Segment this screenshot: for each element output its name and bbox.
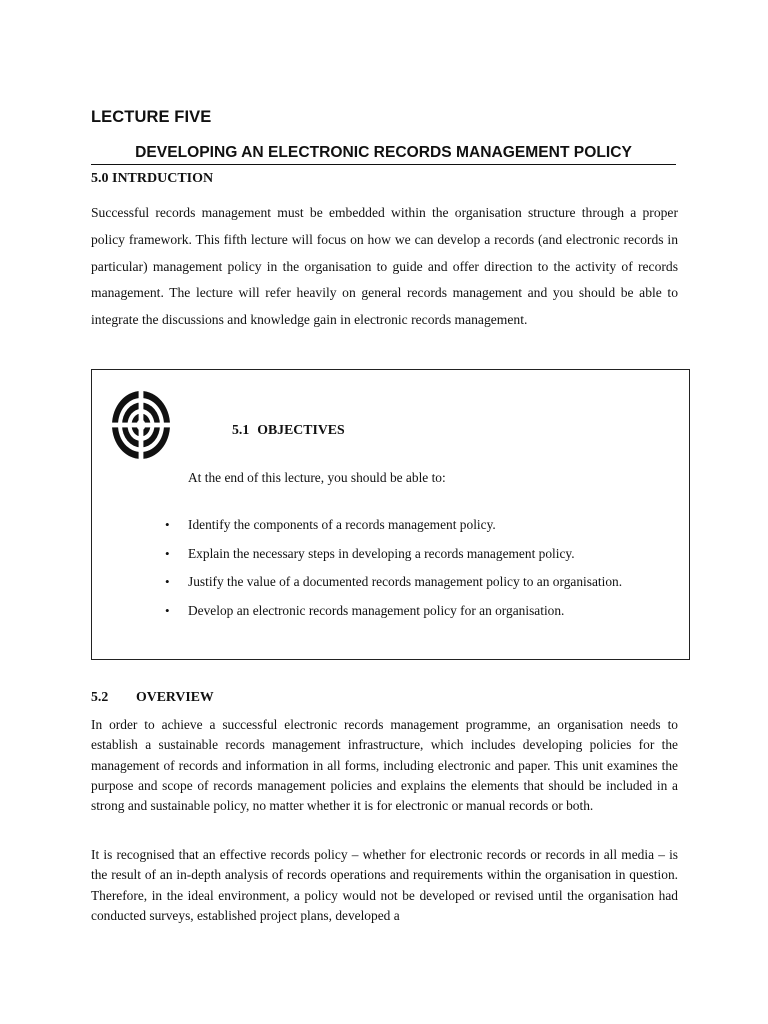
list-item: • Explain the necessary steps in developing a records management policy. [164,544,684,573]
overview-title: OVERVIEW [136,689,214,704]
objectives-number: 5.1 [232,422,250,437]
overview-heading [91,689,214,705]
overview-number: 5.2 [91,689,109,704]
bullet: • [165,517,170,532]
overview-paragraph-2: It is recognised that an effective records policy – whether for electronic records or records in all media – is the result of an in-depth analysis of records operations and requirements within the organisation in question. Therefore, in the ideal environment, a policy would not be developed or revised until the organisation had conducted surveys, established project plans, developed a [91,847,678,923]
list-item: • Identify the components of a records management policy. [164,515,684,544]
objectives-title: OBJECTIVES [257,422,345,437]
list-item: • Develop an electronic records management policy for an organisation. [164,601,684,630]
introduction-paragraph: Successful records management must be embedded within the organisation structure through a proper policy framework. This fifth lecture will focus on how we can develop a records (and electronic records in particular) management policy in the organisation to guide and offer direction to the activity of records management. The lecture will refer heavily on general records management and you should be able to integrate the discussions and knowledge gain in electronic records management. [91,205,678,328]
overview-paragraph-1: In order to achieve a successful electronic records management programme, an organisation needs to establish a sustainable records management infrastructure, which includes developing policies for the management of records and information in all forms, including electronic and paper. This unit examines the purpose and scope of records management policies and explains the elements that should be included in a strong and sustainable policy, no matter whether it is for electronic or manual records or both. [91,717,678,814]
objectives-box [91,369,690,660]
objectives-intro: At the end of this lecture, you should be able to: [188,470,446,485]
lecture-title: LECTURE FIVE [91,108,212,126]
list-item: • Justify the value of a documented records management policy to an organisation. [164,572,684,601]
objectives-heading [232,422,345,438]
introduction-heading: 5.0 INTRDUCTION [91,171,214,186]
objectives-list [164,515,684,629]
bullet: • [165,545,170,561]
page-title: DEVELOPING AN ELECTRONIC RECORDS MANAGEMENT POLICY [91,144,676,165]
target-icon [110,389,172,461]
bullet: • [165,574,170,589]
bullet: • [165,602,170,618]
